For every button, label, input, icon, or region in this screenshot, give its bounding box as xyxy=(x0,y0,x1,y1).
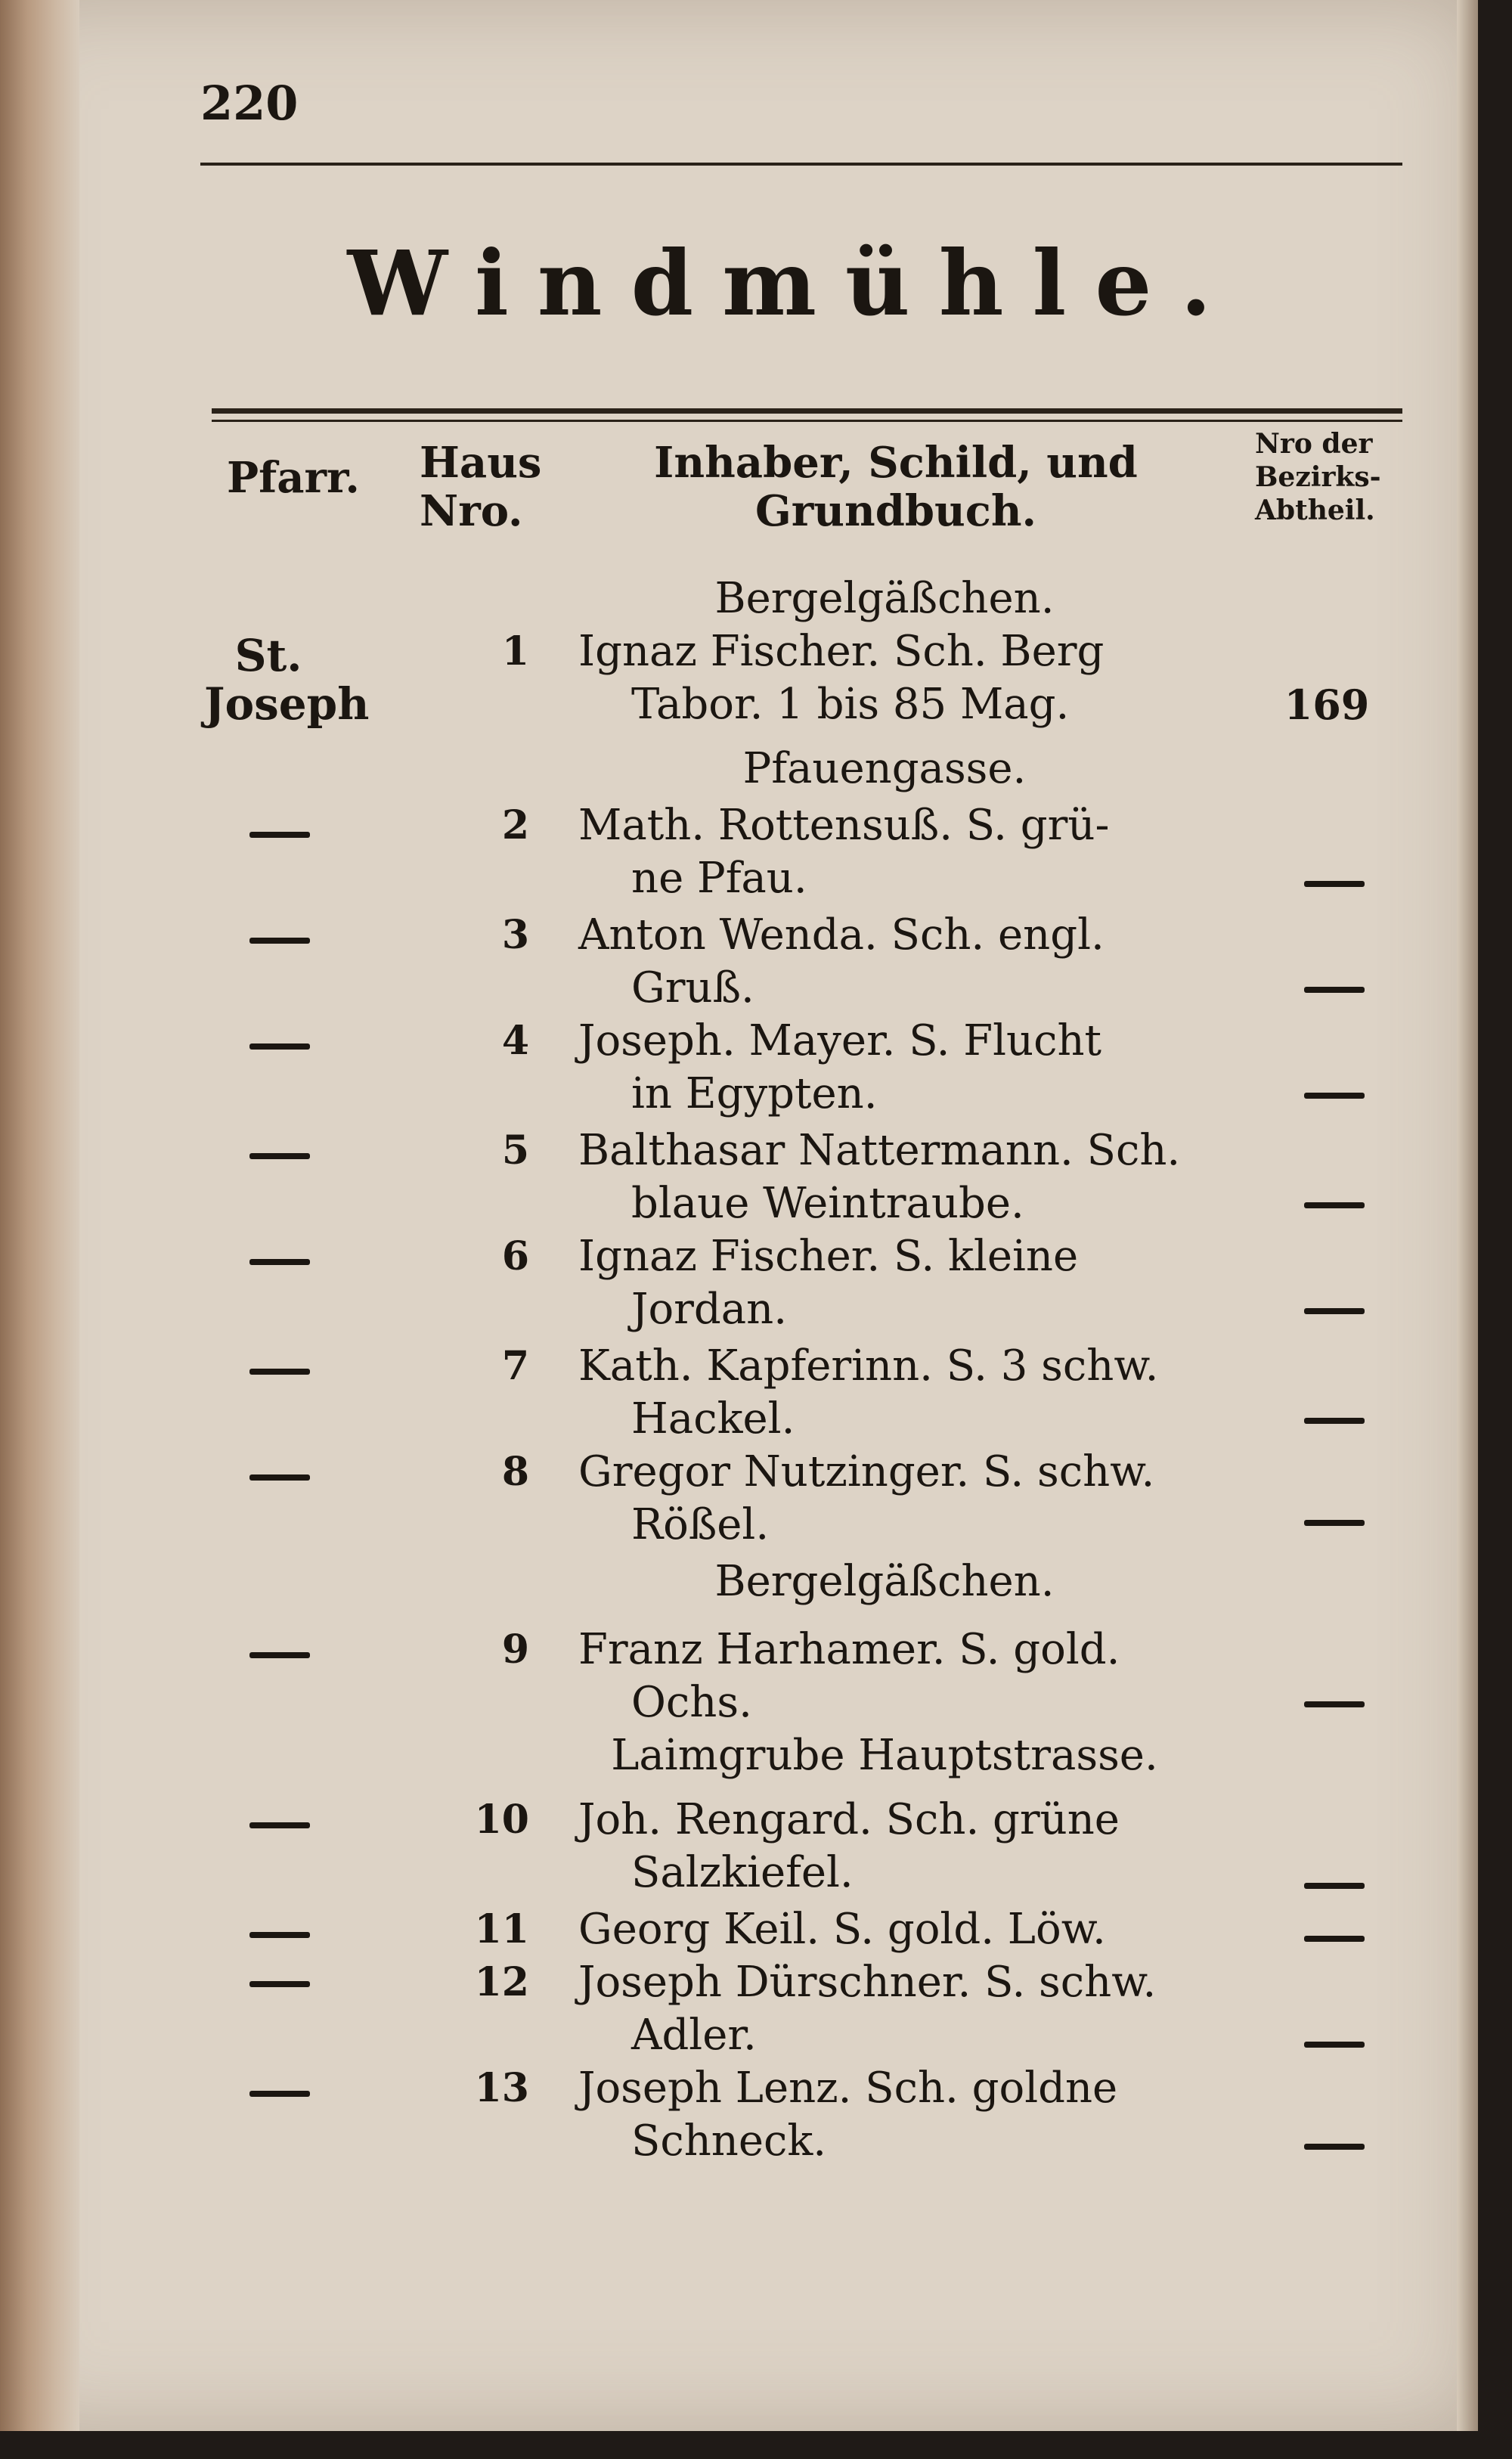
street-heading: Bergelgäßchen. xyxy=(714,1557,1055,1606)
ditto-dash xyxy=(249,1474,310,1481)
street-heading: Pfauengasse. xyxy=(742,744,1027,793)
page-number: 220 xyxy=(200,76,299,131)
entry-line: Tabor. 1 bis 85 Mag. xyxy=(631,680,1070,729)
ditto-dash xyxy=(1304,2144,1365,2150)
house-number: 10 xyxy=(474,1797,529,1843)
ditto-dash xyxy=(249,1822,310,1828)
entry-line: Hackel. xyxy=(631,1394,795,1443)
house-number: 13 xyxy=(474,2065,529,2111)
header-inhaber: Inhaber, Schild, und Grundbuch. xyxy=(654,438,1138,536)
entry-line: Joseph Lenz. Sch. goldne xyxy=(578,2064,1118,2113)
entry-line: Ignaz Fischer. Sch. Berg xyxy=(578,627,1105,676)
ditto-dash xyxy=(249,1259,310,1265)
entry-line: in Egypten. xyxy=(631,1069,878,1118)
house-number: 11 xyxy=(474,1906,529,1952)
entry-line: Math. Rottensuß. S. grü- xyxy=(578,801,1110,850)
entry-line: Schneck. xyxy=(631,2116,827,2166)
ditto-dash xyxy=(1304,1418,1365,1424)
house-number: 12 xyxy=(474,1959,529,2005)
page-title: Windmühle. xyxy=(347,231,1241,336)
street-heading: Laimgrube Hauptstrasse. xyxy=(611,1731,1158,1780)
ditto-dash xyxy=(1304,881,1365,887)
header-rule-top xyxy=(212,408,1402,414)
parish-name: St. Joseph xyxy=(204,630,370,730)
ditto-dash xyxy=(249,1652,310,1658)
entry-line: blaue Weintraube. xyxy=(631,1179,1024,1228)
house-number: 5 xyxy=(501,1127,529,1174)
header-haus-nro: Haus Nro. xyxy=(420,438,542,536)
header-bezirk: Nro der Bezirks-Abtheil. xyxy=(1255,428,1381,526)
entry-line: Joseph Dürschner. S. schw. xyxy=(578,1958,1157,2007)
header-pfarr: Pfarr. xyxy=(227,453,360,503)
entry-line: Gruß. xyxy=(631,963,754,1012)
ditto-dash xyxy=(249,1981,310,1987)
entry-line: Ochs. xyxy=(631,1678,752,1727)
entry-line: Balthasar Nattermann. Sch. xyxy=(578,1126,1181,1175)
ditto-dash xyxy=(1304,1936,1365,1942)
ditto-dash xyxy=(1304,1883,1365,1889)
bezirk-number: 169 xyxy=(1284,681,1370,729)
entry-line: Joh. Rengard. Sch. grüne xyxy=(578,1795,1120,1844)
house-number: 6 xyxy=(501,1233,529,1279)
ditto-dash xyxy=(249,832,310,838)
entry-line: Kath. Kapferinn. S. 3 schw. xyxy=(578,1341,1159,1391)
entry-line: Adler. xyxy=(631,2011,757,2060)
ditto-dash xyxy=(249,1043,310,1050)
entry-line: Ignaz Fischer. S. kleine xyxy=(578,1232,1079,1281)
ditto-dash xyxy=(1304,1202,1365,1208)
house-number: 2 xyxy=(501,802,529,848)
entry-line: Joseph. Mayer. S. Flucht xyxy=(578,1016,1102,1065)
house-number: 9 xyxy=(501,1626,529,1673)
ditto-dash xyxy=(249,2091,310,2097)
ditto-dash xyxy=(249,1369,310,1375)
ditto-dash xyxy=(1304,1701,1365,1707)
entry-line: Gregor Nutzinger. S. schw. xyxy=(578,1447,1155,1496)
entry-line: ne Pfau. xyxy=(631,854,807,903)
ditto-dash xyxy=(1304,987,1365,993)
entry-line: Salzkiefel. xyxy=(631,1848,854,1897)
entry-line: Jordan. xyxy=(631,1285,788,1334)
header-rule-bottom xyxy=(212,420,1402,422)
ditto-dash xyxy=(249,1932,310,1938)
house-number: 1 xyxy=(501,628,529,674)
ditto-dash xyxy=(1304,1308,1365,1314)
entry-line: Anton Wenda. Sch. engl. xyxy=(578,910,1105,960)
house-number: 8 xyxy=(501,1449,529,1495)
top-rule xyxy=(200,163,1402,166)
entry-line: Rößel. xyxy=(631,1500,770,1549)
book-spine xyxy=(0,0,79,2431)
entry-line: Franz Harhamer. S. gold. xyxy=(578,1625,1120,1674)
ditto-dash xyxy=(1304,2042,1365,2048)
ditto-dash xyxy=(249,1153,310,1159)
entry-line: Georg Keil. S. gold. Löw. xyxy=(578,1905,1106,1954)
ditto-dash xyxy=(1304,1093,1365,1099)
page-edge xyxy=(1457,0,1478,2431)
ditto-dash xyxy=(249,938,310,944)
house-number: 4 xyxy=(501,1018,529,1064)
house-number: 7 xyxy=(501,1343,529,1389)
house-number: 3 xyxy=(501,912,529,958)
street-heading: Bergelgäßchen. xyxy=(714,574,1055,623)
ditto-dash xyxy=(1304,1520,1365,1526)
